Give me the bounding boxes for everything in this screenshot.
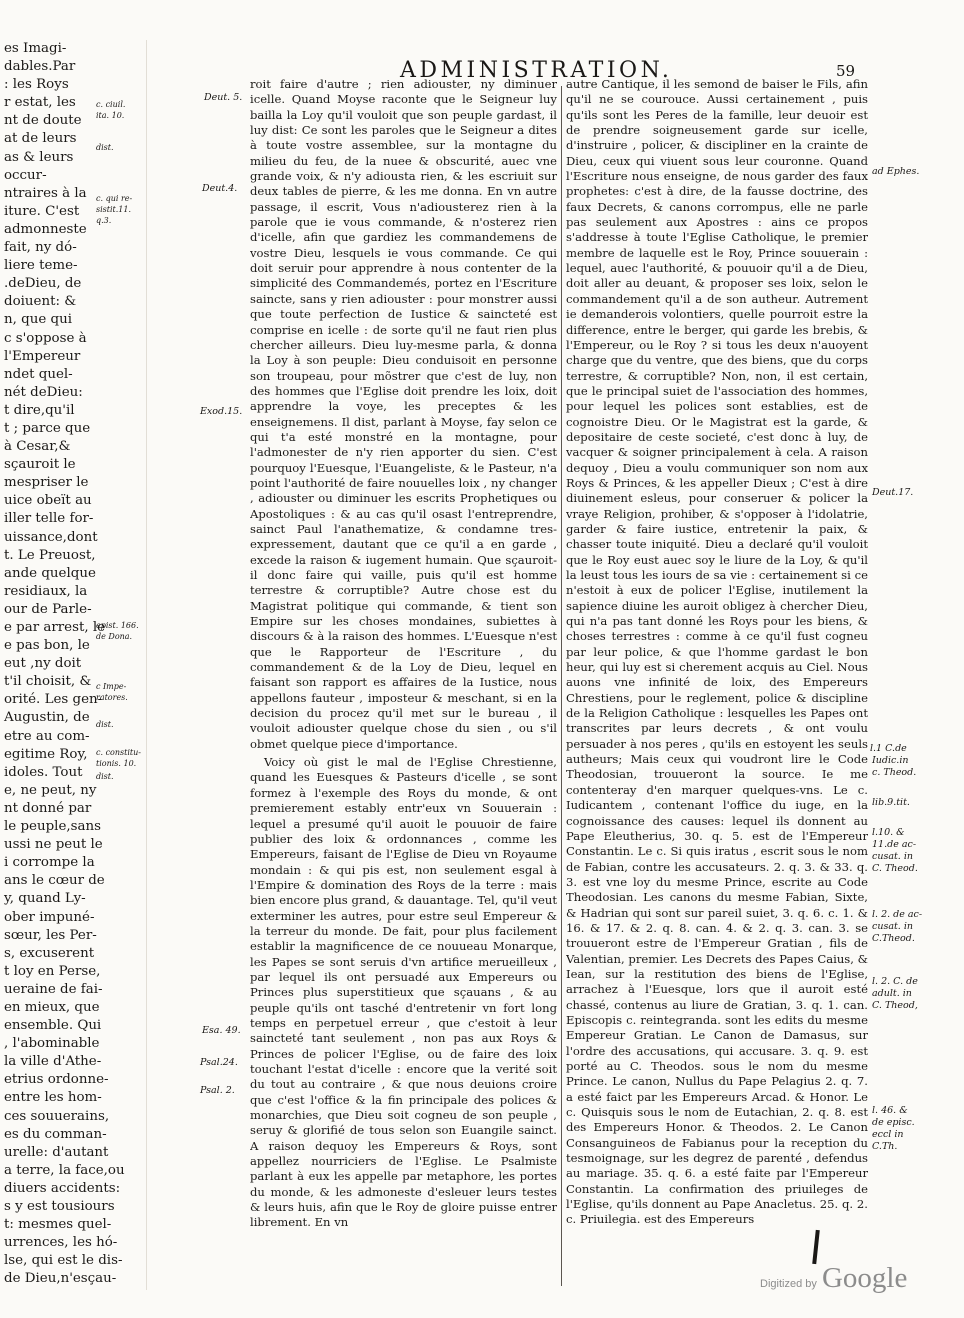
margin-note: C. Theod. [872,863,918,874]
facing-margin-note: c Impe- [96,682,127,691]
facing-line: uice obeït au [4,493,92,509]
facing-margin-note: dist. [96,720,114,729]
facing-line: l'Empereur [4,348,81,364]
facing-line: n, que qui [4,312,72,328]
facing-line: : les Roys [4,77,69,93]
facing-line: idoles. Tout [4,764,83,780]
facing-line: s, excuserent [4,945,95,961]
margin-note: l. 46. & [872,1105,908,1116]
facing-line: es du comman- [4,1126,107,1142]
facing-line: ober impuné- [4,909,95,925]
facing-line: ndet quel- [4,366,73,382]
facing-line: urrences, les hó- [4,1235,118,1251]
facing-line: ueraine de fai- [4,981,103,997]
facing-line: , l'abominable [4,1036,100,1052]
facing-margin-note: c. ciuil. [96,100,126,109]
facing-line: la ville d'Athe- [4,1054,102,1070]
facing-line: at de leurs [4,131,77,147]
text-column-left [250,77,557,1297]
facing-line: le peuple,sans [4,819,101,835]
facing-line: occur- [4,167,47,183]
watermark-prefix: Digitized by [760,1278,817,1290]
facing-line: liere teme- [4,258,78,274]
facing-line: urelle: d'autant [4,1144,109,1160]
facing-line: s y est tousiours [4,1199,115,1214]
facing-line: sœur, les Per- [4,927,97,943]
facing-line: t dire,qu'il [4,402,75,418]
facing-margin-note: dist. [96,143,114,152]
margin-note: cusat. in [872,921,913,932]
margin-note: c. Theod. [872,767,917,778]
paragraph: Voicy où gist le mal de l'Eglise Chrestienne, quand les Euesques & Pasteurs d'icelle , se sont formez à l'exemple des Roys du monde, & ont premierement estably entr'eux vn Souuerain : lequel a presumé qu'il auoit le pouuoir de faire publier des loix & ordonnances , comme les Empereurs, faisant de l'Eglise de Dieu vn Royaume mondain : & qui pis est, non seulement esgal à l'Empire & domination des Roys de la terre : mais bien encore plus grand, & dauantage. Tel, qu'il veut exterminer les autres, pour estre seul Empereur & la terreur du monde. De fait, pour plus facilement establir la magnificence de ce nouueau Monarque, les Papes se sont seruis d'vn artifice merueilleux , par lequel ils ont persuadé aux Empereurs ou Princes plus superstitieux que sçauans , & au peuple qu'ils ont tasché d'entretenir vn fort long temps en perpetuel erreur , que c'estoit à leur saincteté tant seulement , non pas aux Roys & Princes de policer l'Eglise, ou de faire des loix touchant l'estat d'icelle : encore que la verité soit du tout au contraire , & que nous deuions croire que c'est l'office & la fin principale des polices & monarchies, que Dieu soit cogneu de son peuple , seruy & glorifié de tous selon son Euangile sainct. A raison dequoy les Empereurs & Roys, sont appellez nourriciers de l'Eglise. Le Psalmiste parlant à eux les appelle par metaphore, les portes du monde, & les admoneste d'esleuer leurs testes & leurs huis, afin que le Roy de gloire puisse entrer librement. En vn [250,755,557,1230]
facing-line: entre les hom- [4,1090,102,1106]
facing-line: r estat, les [4,95,76,111]
facing-line: fait, ny dó- [4,240,77,256]
facing-line: doiuent: & [4,294,77,310]
margin-note: Iudic.in [872,755,909,766]
margin-note: Deut.17. [872,487,914,498]
paragraph: roit faire d'autre ; rien adiouster, ny diminuer icelle. Quand Moyse raconte que le Seigneur luy bailla la Loy qu'il vouloit que son peuple gardast, il luy dist: Ce sont les paroles que le Seigneur a dites à toute vostre assemblee, sur la montagne du milieu du feu, de la nuee & obscurité, auec vne grande voix, & n'y adiousta rien, & les escriuit sur deux tables de pierre, & les me donna. En vn autre passage, il escrit, Vous n'adiousterez rien à la parole que ie vous commande, & n'osterez rien d'icelle, afin que gardiez les commandemens de vostre Dieu, lesquels ie vous commande. Ce qui doit seruir pour apprendre à nous contenter de la simplicité des Commandemés, portez en l'Escriture saincte, sans y rien adiouster : pour monstrer aussi que toute perfection de Iustice & saincteté est comprise en icelle : de sorte qu'il ne faut rien plus chercher ailleurs. Dieu luy-mesme parla, & donna la Loy à son peuple: Dieu conduisoit en personne son troupeau, pour mõstrer que c'est de luy, non des hommes que l'Eglise doit prendre les loix, doit apprendre la voye, les preceptes & les enseignemens. Il dist, parlant à Moyse, fay selon ce qui t'a esté monstré en la montagne, pour l'admonester de n'y rien apporter du sien. C'est pourquoy l'Euesque, l'Euangeliste, & le Pasteur, n'a point l'authorité de faire nouuelles loix , ny changer , adiouster ou diminuer les escrits Prophetiques ou Apostoliques : & au cas qu'il osast l'entreprendre, sainct Paul l'anathematize, & condamne tres-expressement, dautant que ce qu'il a en garde , excede la raison & iugement humain. Que sçauroit-il donc faire qui vaille, puis qu'il est homme terrestre & corruptible? Autre chose est du Magistrat politique qui commande, & tient son Empire sur les choses mondaines, subiettes à discours & à la raison des hommes. L'Euesque n'est que le Rapporteur de l'Escriture , du commandement & de la Loy de Dieu, lequel en faisant son rapport es affaires de la Iustice, nous appellons fauteur , imposteur & meschant, si en la decision du procez qu'il met sur le bureau , il vouloit adiouster quelque chose du sien , ou s'il obmet quelque piece d'importance. [250,77,557,751]
facing-margin-note: c. qui re- [96,194,133,203]
facing-line: ntraires à la [4,185,87,201]
facing-margin-note: dist. [96,772,114,781]
facing-line: e par arrest, le [4,620,106,635]
facing-line: .deDieu, de [4,276,82,292]
margin-note: l.1 C.de [870,743,907,754]
facing-line: es Imagi- [4,41,67,56]
facing-margin-note: ita. 10. [96,111,125,120]
facing-line: c s'oppose à [4,330,87,346]
paragraph: autre Cantique, il les semond de baiser le Fils, afin qu'il ne se courouce. Aussi certainement , puis qu'ils sont les Peres de la famille, leur deuoir est de prendre soigneusement garde sur icelle, d'instruire , policer, & discipliner en la crainte de Dieu, ceux qui viuent sous leur couronne. Quand l'Escriture nous enseigne, de nous garder des faux prophetes: c'est à dire, de la fausse doctrine, des faux Decrets, & canons corrompus, elle ne parle pas seulement aux Apostres : ains ce propos s'addresse à toute l'Eglise Catholique, le premier membre de laquelle est le Roy, Prince souuerain : lequel, auec l'authorité, & pouuoir qu'il a de Dieu, doit aller au deuant, & proposer ses loix, selon le commandement qu'il a de son autheur. Autrement ie demanderois volontiers, quelle pourroit estre la difference, entre le berger, qui garde les brebis, & l'Empereur, ou le Roy ? si tous les deux n'auoyent charge que du ventre, que des biens, que du corps terrestre, & corruptible? Non, non, il est certain, que le principal suiet de l'association des hommes, pour lequel les polices sont establies, est de cognoistre Dieu. Or le Magistrat est la garde, & depositaire de ceste societé, c'est donc à luy, de vacquer & soigner principalement à cela. A raison dequoy , Dieu a voulu communiquer son nom aux Roys & Princes, & les appeller Dieux ; C'est à dire diuinement esleus, pour conseruer & policer la vraye Religion, prohiber, & s'opposer à l'idolatrie, garder & faire iustice, entretenir la paix, & chasser toute iniquité. Dieu a declaré qu'il vouloit que le Roy eust auec soy le liure de la Loy, & qu'il la leust tous les iours de sa vie : certainement si ce n'estoit à eux de policer l'Eglise, inutilement la sapience diuine les auroit obligez à chercher Dieu, qui n'a pas tant donné les Roys pour les biens, & choses terrestres : comme à ce qu'il fust cogneu par leur police, & que l'homme gardast le bon heur, qui luy est si cherement acquis au Ciel. Nous auons vne infinité de loix, des Empereurs Chrestiens, pour le reglement, police & discipline de la Religion Catholique : lesquelles les Papes ont transcrites par leurs decrets , & ont voulu persuader à nos peres , qu'ils en estoyent les seuls autheurs; Mais ceux qui voudront lire le Code Theodosian, trouueront la source. Ie me contenteray d'en marquer quelques-vns. Le c. Iudicantem , contenant l'office du iuge, en la cognoissance des causes: lequel ils donnent au Pape Eleutherius, 30. q. 5. est de l'Empereur Constantin. Le c. Si quis iratus , escrit sous le nom de Fabian, contre les accusateurs. 2. q. 3. & 33. q. 3. est vne loy du mesme Prince, escrite au Code Theodosian. Les canons du mesme Fabian, Sixte, & Hadrian qui sont sur pareil suiet, 3. q. 6. c. 1. & 16. & 17. & 2. q. 8. can. 4. & 2. q. 3. can. 3. se trouueront estre de l'Empereur Gratian , fils de Valentian, premier. Les Decrets des Papes Caius, & Iean, sur la restitution des biens de l'Eglise, arrachez à l'Euesque, lors que il auroit esté chassé, contenus au liure de Gratian, 3. q. 1. can. Episcopis c. reintegranda. sont les edits du mesme Empereur Gratian. Le Canon de Damasus, sur l'ordre des accusations, qui accusare. 3. q. 9. est porté au C. Theodos. sous le nom du mesme Prince. Le canon, Nullus du Pape Pelagius 2. q. 7. a esté faict par les Empereurs Arcad. & Honor. Le c. Quisquis sous le nom de Eutachian, 2. q. 8. est des Empereurs Honor. & Theodos. 2. Le Canon Consanguineos de Fabianus pour la reception du tesmoignage, sur les degrez de parenté , defendus au mariage. 35. q. 6. a esté faite par l'Empereur Constantin. La confirmation des priuileges de l'Eglise, qu'ils donnent au Pape Anacletus. 25. q. 2. c. Priuilegia. est des Empereurs [566,77,868,1227]
facing-line: etre au com- [4,728,90,744]
facing-line: orité. Les gen- [4,692,103,708]
margin-note: C. Theod, [872,1000,918,1011]
margin-note: l. 2. de ac- [872,909,923,920]
facing-line: t: mesmes quel- [4,1217,112,1233]
margin-note: de episc. [872,1117,915,1128]
facing-line: dables.Par [4,59,76,75]
facing-line: Augustin, de [4,710,90,726]
facing-line: iture. C'est [4,203,80,219]
facing-line: ans le cœur de [4,873,105,889]
facing-line: i corrompe la [4,855,95,871]
facing-line: uissance,dont [4,529,98,545]
facing-line: egitime Roy, [4,746,88,762]
facing-line: t. Le Preuost, [4,547,96,563]
margin-note: adult. in [872,988,912,999]
facing-line: lse, qui est le dis- [4,1253,123,1269]
margin-note: Psal. 2. [200,1085,235,1096]
margin-note: lib.9.tit. [872,797,910,808]
facing-line: e pas bon, le [4,638,90,654]
margin-note: C.Theod. [872,933,915,944]
facing-line: mespriser le [4,475,89,491]
facing-margin-note: sistit.11. [96,205,132,214]
margin-note: l. 2. C. de [872,976,918,987]
facing-line: ces souuerains, [4,1108,110,1124]
facing-line: ensemble. Qui [4,1018,102,1034]
facing-line: eut ,ny doit [4,656,82,672]
facing-margin-note: q.3. [96,216,112,225]
facing-line: a terre, la face,ou [4,1162,125,1178]
margin-note: C.Th. [872,1141,898,1152]
facing-line: as & leurs [4,149,74,165]
digitization-watermark [760,1262,907,1295]
facing-line: sçauroit le [4,457,76,473]
google-logo: Google [821,1262,908,1294]
margin-note: Deut.4. [202,183,238,194]
facing-margin-note: de Dona. [96,632,133,641]
facing-page-fragment [0,40,147,1290]
facing-line: nt donné par [4,800,92,816]
facing-line: à Cesar,& [4,439,71,455]
column-rule [561,86,562,1286]
facing-line: nét deDieu: [4,384,83,400]
facing-line: y, quand Ly- [4,891,86,907]
margin-note: Esa. 49. [202,1025,241,1036]
margin-note: cusat. in [872,851,913,862]
page-number: 59 [836,62,856,80]
facing-line: en mieux, que [4,999,100,1015]
margin-note: l.10. & [872,827,905,838]
margin-note: Deut. 5. [204,92,243,103]
facing-margin-note: ratores. [96,693,128,702]
facing-line: diuers accidents: [4,1180,121,1196]
margin-note: ad Ephes. [872,166,920,177]
facing-line: iller telle for- [4,511,94,527]
facing-margin-note: c. constitu- [96,748,141,757]
facing-line: e, ne peut, ny [4,782,97,798]
margin-note: eccl in [872,1129,904,1140]
facing-line: residiaux, la [4,583,88,599]
facing-line: de Dieu,n'esçau- [4,1271,117,1287]
facing-line: nt de doute [4,113,82,129]
facing-line: admonneste [4,221,87,237]
margin-note: 11.de ac- [872,839,917,850]
facing-line: our de Parle- [4,601,92,617]
margin-note: Psal.24. [200,1057,238,1068]
facing-line: t ; parce que [4,420,91,436]
facing-margin-note: epist. 166. [96,621,139,630]
facing-line: ande quelque [4,565,96,581]
facing-line: t loy en Perse, [4,963,101,979]
facing-line: ussi ne peut le [4,837,103,853]
facing-line: t'il choisit, & [4,674,92,690]
running-head: ADMINISTRATION. [400,58,673,83]
facing-margin-note: tionis. 10. [96,759,137,768]
text-column-right [566,77,868,1297]
margin-note: Exod.15. [200,406,243,417]
facing-line: etrius ordonne- [4,1072,109,1088]
